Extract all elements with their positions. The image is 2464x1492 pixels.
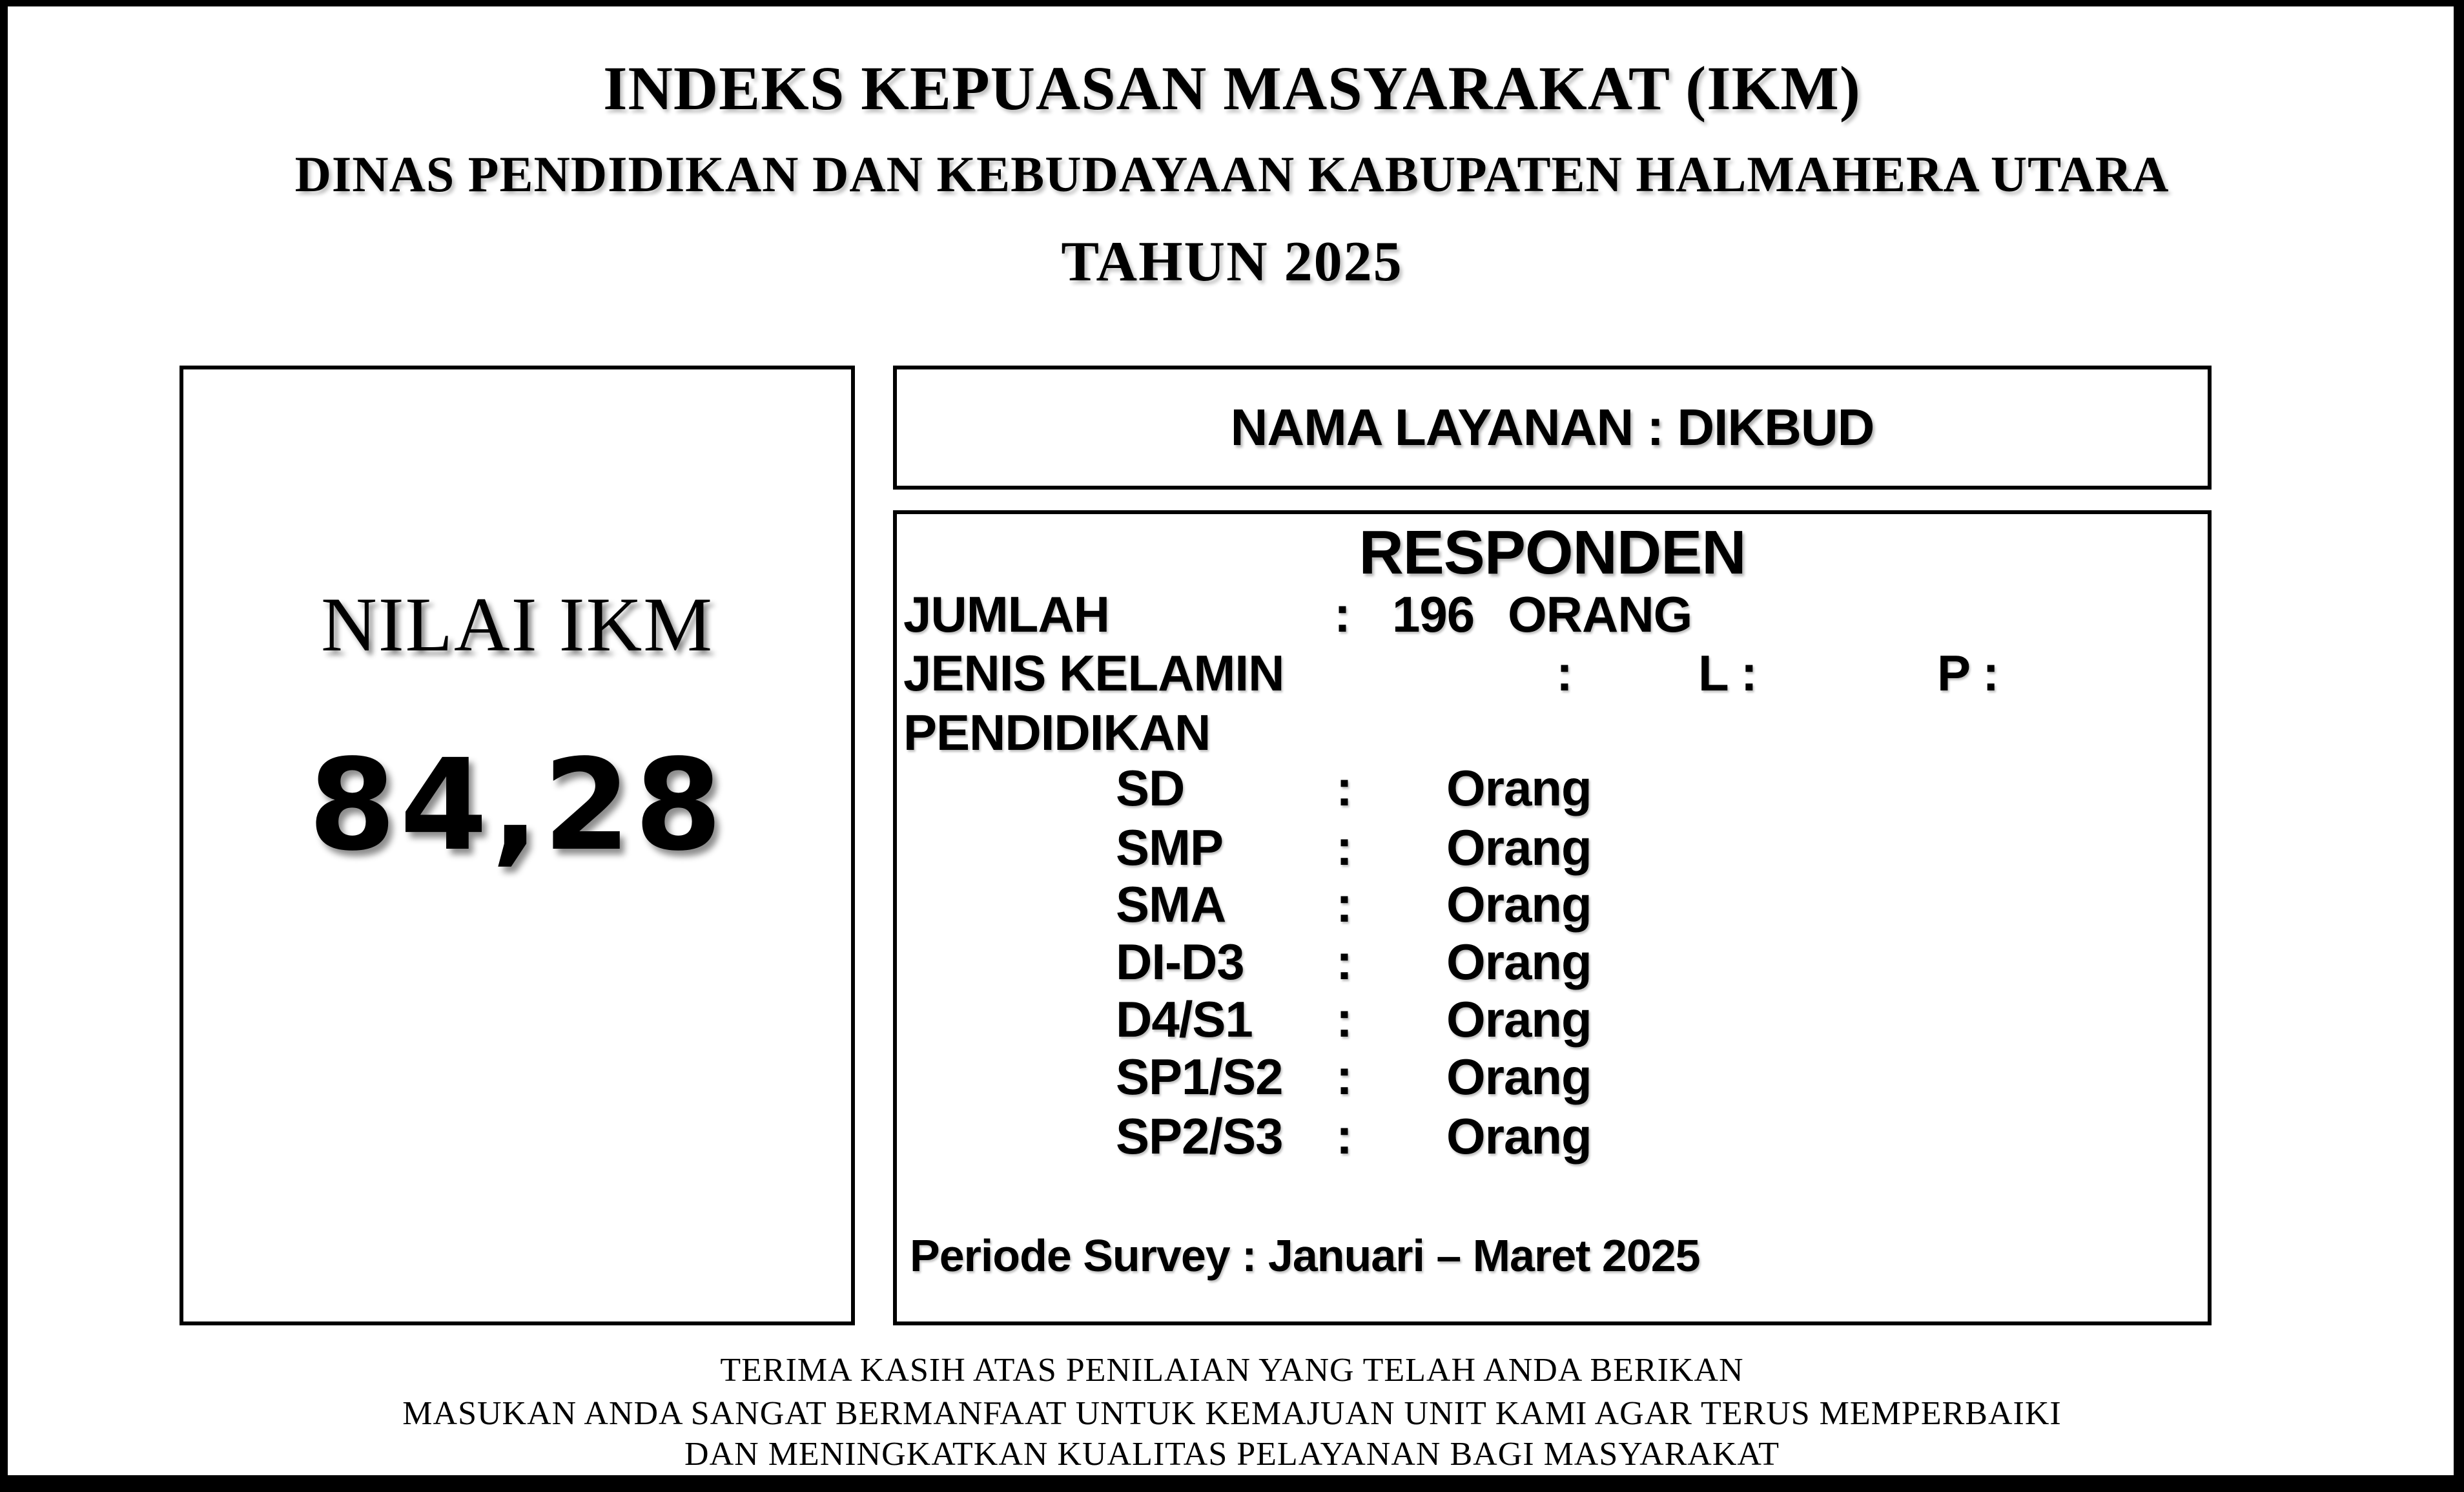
education-row-smp	[897, 818, 2208, 876]
nilai-ikm-label: NILAI IKM	[321, 581, 714, 667]
nilai-ikm-value: 84,28	[308, 732, 726, 878]
periode-survey-label: Periode Survey : Januari – Maret 2025	[910, 1230, 1700, 1281]
education-value: Orang	[1446, 819, 1592, 876]
pendidikan-label: PENDIDIKAN	[903, 704, 1211, 761]
education-label: SD	[1116, 760, 1185, 816]
respondents-panel	[893, 510, 2212, 1325]
education-row-sp1-s2	[897, 1048, 2208, 1106]
main-title: INDEKS KEPUASAN MASYARAKAT (IKM)	[603, 54, 1861, 123]
education-value: Orang	[1446, 1108, 1592, 1165]
education-label: SMP	[1116, 819, 1224, 876]
service-name-label: NAMA LAYANAN : DIKBUD	[1230, 399, 1874, 456]
jumlah-colon: :	[1334, 586, 1350, 643]
education-value: Orang	[1446, 876, 1592, 933]
jumlah-value: 196	[1392, 586, 1475, 643]
jumlah-unit: ORANG	[1508, 586, 1692, 643]
education-colon: :	[1336, 876, 1352, 933]
education-colon: :	[1336, 1048, 1352, 1105]
jenis-kelamin-colon: :	[1556, 645, 1572, 701]
jenis-kelamin-row	[897, 644, 2208, 702]
subtitle-agency: DINAS PENDIDIKAN DAN KEBUDAYAAN KABUPATEN HALMAHERA UTARA	[294, 146, 2170, 202]
jenis-kelamin-l-label: L :	[1698, 645, 1757, 701]
education-value: Orang	[1446, 1048, 1592, 1105]
footer-quality-line: DAN MENINGKATKAN KUALITAS PELAYANAN BAGI MASYARAKAT	[684, 1436, 1780, 1473]
education-row-sd	[897, 759, 2208, 817]
subtitle-year: TAHUN 2025	[1061, 231, 1403, 293]
jumlah-row	[897, 585, 2208, 643]
service-name-panel	[893, 366, 2212, 490]
education-value: Orang	[1446, 991, 1592, 1048]
education-colon: :	[1336, 991, 1352, 1048]
jumlah-label: JUMLAH	[903, 586, 1109, 643]
education-label: DI-D3	[1116, 933, 1244, 990]
respondents-heading: RESPONDEN	[1359, 518, 1746, 587]
education-colon: :	[1336, 819, 1352, 876]
education-label: D4/S1	[1116, 991, 1253, 1048]
pendidikan-row	[897, 703, 2208, 762]
footer-feedback-line: MASUKAN ANDA SANGAT BERMANFAAT UNTUK KEMAJUAN UNIT KAMI AGAR TERUS MEMPERBAIKI	[402, 1395, 2062, 1432]
education-colon: :	[1336, 933, 1352, 990]
education-label: SP1/S2	[1116, 1048, 1283, 1105]
education-value: Orang	[1446, 933, 1592, 990]
education-row-sp2-s3	[897, 1107, 2208, 1165]
education-row-sma	[897, 875, 2208, 933]
education-row-di-d3	[897, 933, 2208, 991]
education-label: SMA	[1116, 876, 1226, 933]
education-row-d4-s1	[897, 990, 2208, 1048]
jenis-kelamin-label: JENIS KELAMIN	[903, 645, 1284, 701]
education-colon: :	[1336, 760, 1352, 816]
footer-thanks-line: TERIMA KASIH ATAS PENILAIAN YANG TELAH ANDA BERIKAN	[720, 1352, 1744, 1389]
nilai-ikm-panel	[180, 366, 855, 1325]
education-label: SP2/S3	[1116, 1108, 1283, 1165]
education-colon: :	[1336, 1108, 1352, 1165]
jenis-kelamin-p-label: P :	[1937, 645, 1999, 701]
education-value: Orang	[1446, 760, 1592, 816]
